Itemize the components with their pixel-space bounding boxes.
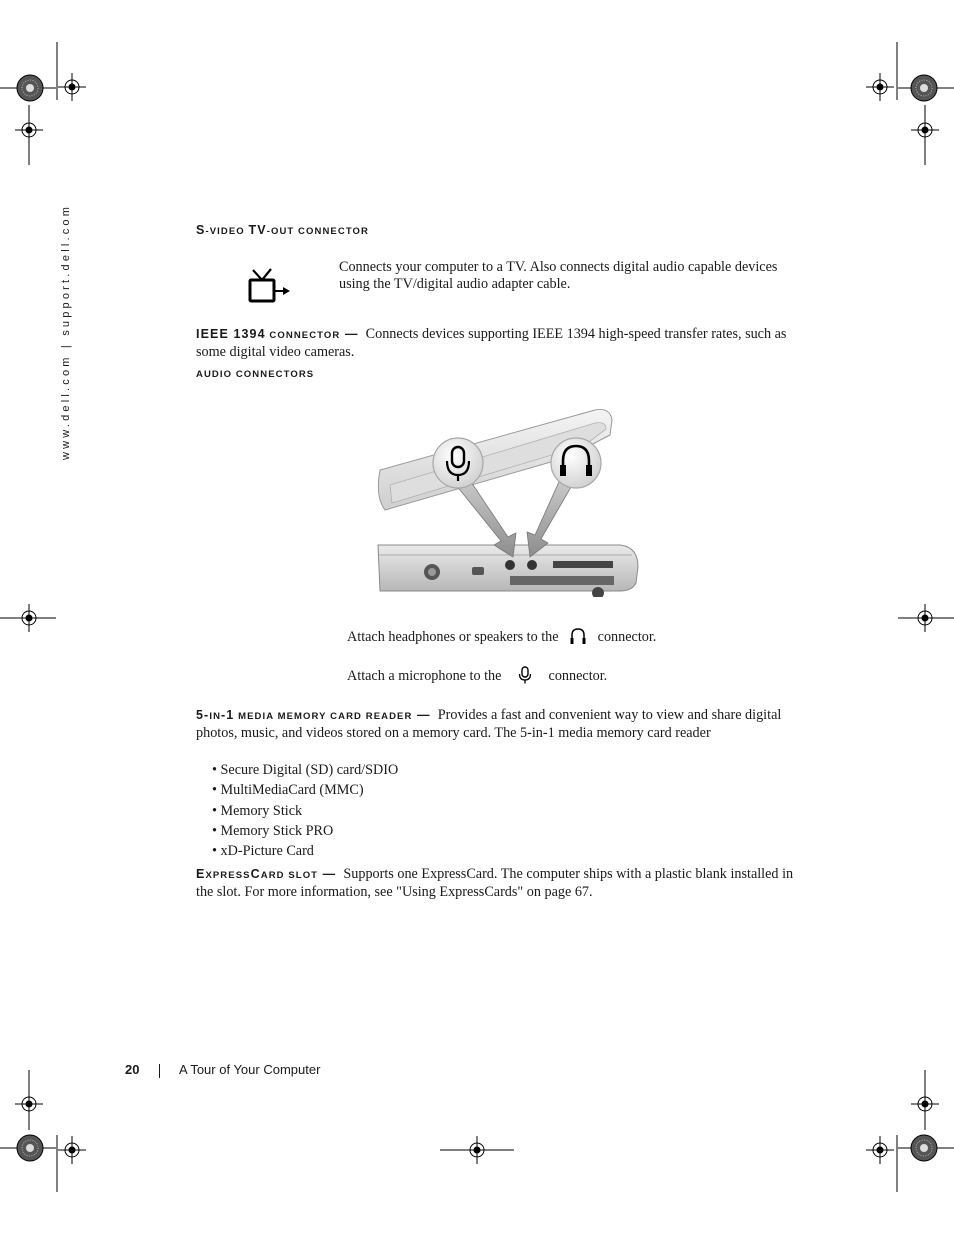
headphones-icon bbox=[568, 626, 588, 646]
ieee-paragraph: IEEE 1394 CONNECTOR — Connects devices supporting IEEE 1394 high-speed transfer rates, such as some digital video cameras. bbox=[196, 326, 787, 360]
list-item: • xD-Picture Card bbox=[212, 841, 398, 861]
headphones-instruction: Attach headphones or speakers to the connector. bbox=[347, 626, 656, 646]
expresscard-heading: E bbox=[196, 867, 206, 881]
footer-divider bbox=[159, 1064, 160, 1078]
audio-heading: AUDIO CONNECTORS bbox=[196, 369, 315, 380]
ieee-description: Connects devices supporting IEEE 1394 high-speed transfer rates, such as some digital video cameras. bbox=[196, 326, 787, 360]
microphone-icon bbox=[515, 665, 535, 685]
list-item: • Memory Stick bbox=[212, 801, 398, 821]
svideo-description: Connects your computer to a TV. Also connects digital audio capable devices using the TV/digital audio adapter cable. bbox=[339, 259, 778, 292]
media-reader-paragraph: 5-IN-1 MEDIA MEMORY CARD READER — Provides a fast and convenient way to view and share digital photos, music, and videos stored on a memory card. The 5-in-1 media memory card reader bbox=[196, 707, 782, 741]
microphone-instruction: Attach a microphone to the connector. bbox=[347, 665, 607, 685]
list-item: • Memory Stick PRO bbox=[212, 821, 398, 841]
list-item: • MultiMediaCard (MMC) bbox=[212, 780, 398, 800]
expresscard-paragraph: EXPRESSCARD SLOT — Supports one ExpressCard. The computer ships with a plastic blank installed in the slot. For more information, see "Using ExpressCards" on page 67. bbox=[196, 866, 794, 900]
page-number: 20 bbox=[125, 1062, 140, 1077]
chapter-title: A Tour of Your Computer bbox=[179, 1062, 321, 1077]
media-reader-description: Provides a fast and convenient way to view and share digital photos, music, and videos stored on a memory card. The 5-in-1 media memory card reader bbox=[196, 707, 782, 741]
laptop-audio-illustration bbox=[370, 405, 645, 597]
svideo-heading: S-VIDEO TV-OUT CONNECTOR bbox=[196, 223, 370, 237]
expresscard-description: Supports one ExpressCard. The computer ships with a plastic blank installed in the slot. For more information, see "Using ExpressCards" on page 67. bbox=[196, 866, 794, 900]
ieee-heading: IEEE 1394 bbox=[196, 327, 266, 341]
media-reader-heading: 5- bbox=[196, 708, 210, 722]
media-card-list bbox=[212, 760, 398, 861]
list-item: • Secure Digital (SD) card/SDIO bbox=[212, 760, 398, 780]
side-url: www.dell.com | support.dell.com bbox=[60, 203, 72, 460]
tv-out-icon bbox=[245, 266, 293, 306]
